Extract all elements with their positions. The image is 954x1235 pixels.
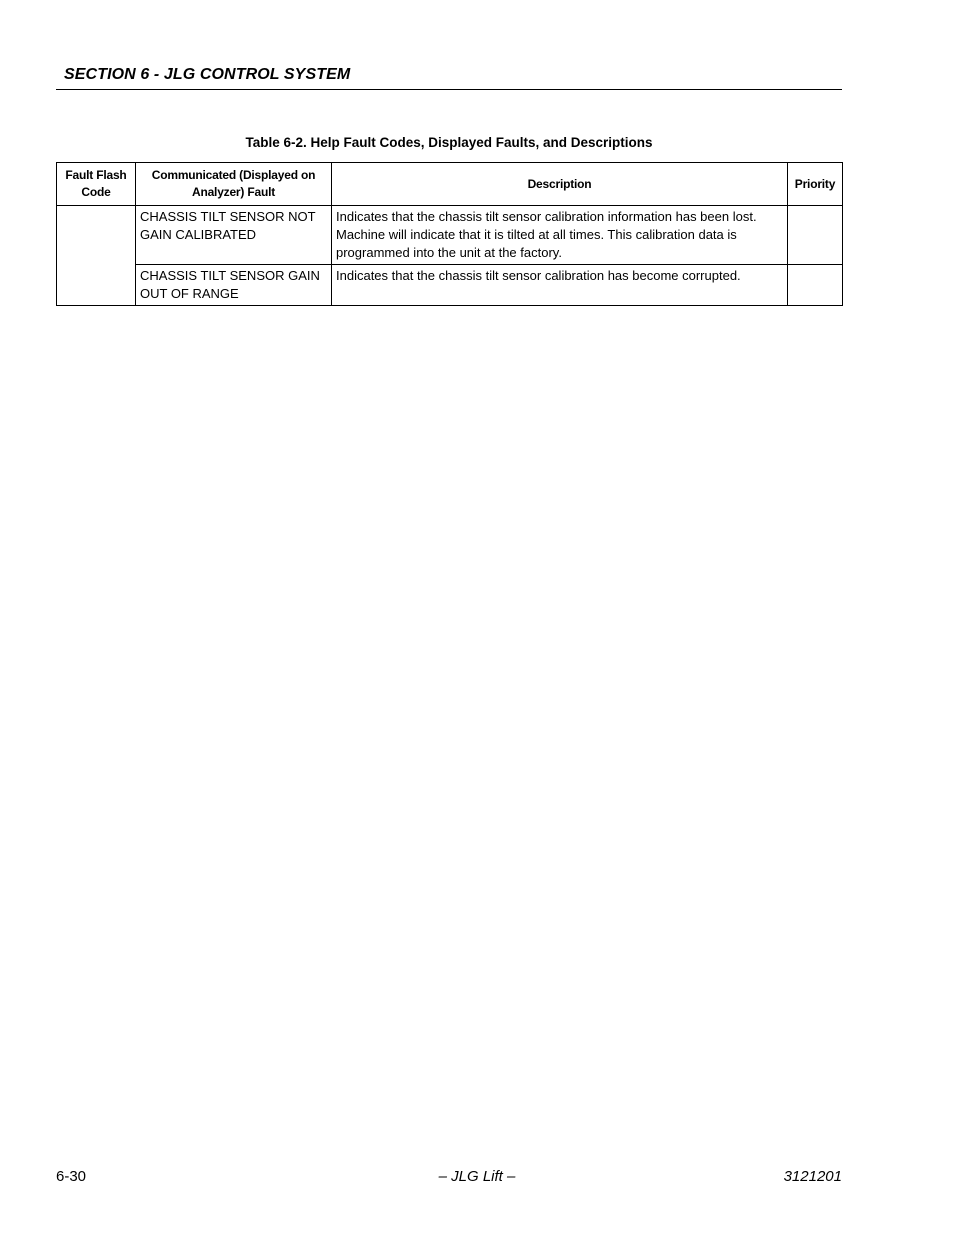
fault-priority-cell <box>788 206 843 265</box>
table-caption: Table 6-2. Help Fault Codes, Displayed Faults, and Descriptions <box>245 135 653 150</box>
table-row <box>57 265 843 306</box>
page-number: 6-30 <box>56 1168 87 1185</box>
footer-publisher: – JLG Lift – <box>438 1168 516 1185</box>
document-number: 3121201 <box>783 1168 842 1185</box>
fault-flash-code-cell <box>57 206 136 306</box>
section-header <box>56 64 842 90</box>
column-header-description: Description <box>332 163 788 206</box>
table-header-row <box>57 163 843 206</box>
fault-description-cell: Indicates that the chassis tilt sensor calibration information has been lost. Machine will indicate that it is tilted at all times. This calibration data is programmed into the unit at the factory. <box>332 206 788 265</box>
section-title: SECTION 6 - JLG CONTROL SYSTEM <box>64 66 351 83</box>
fault-description-cell: Indicates that the chassis tilt sensor calibration has become corrupted. <box>332 265 788 306</box>
fault-name-cell: CHASSIS TILT SENSOR GAIN OUT OF RANGE <box>136 265 332 306</box>
fault-codes-table <box>56 162 843 306</box>
column-header-priority: Priority <box>788 163 843 206</box>
fault-name-cell: CHASSIS TILT SENSOR NOT GAIN CALIBRATED <box>136 206 332 265</box>
table-row <box>57 206 843 265</box>
fault-priority-cell <box>788 265 843 306</box>
column-header-fault-flash-code: Fault Flash Code <box>57 163 136 206</box>
column-header-communicated-fault: Communicated (Displayed on Analyzer) Fault <box>136 163 332 206</box>
